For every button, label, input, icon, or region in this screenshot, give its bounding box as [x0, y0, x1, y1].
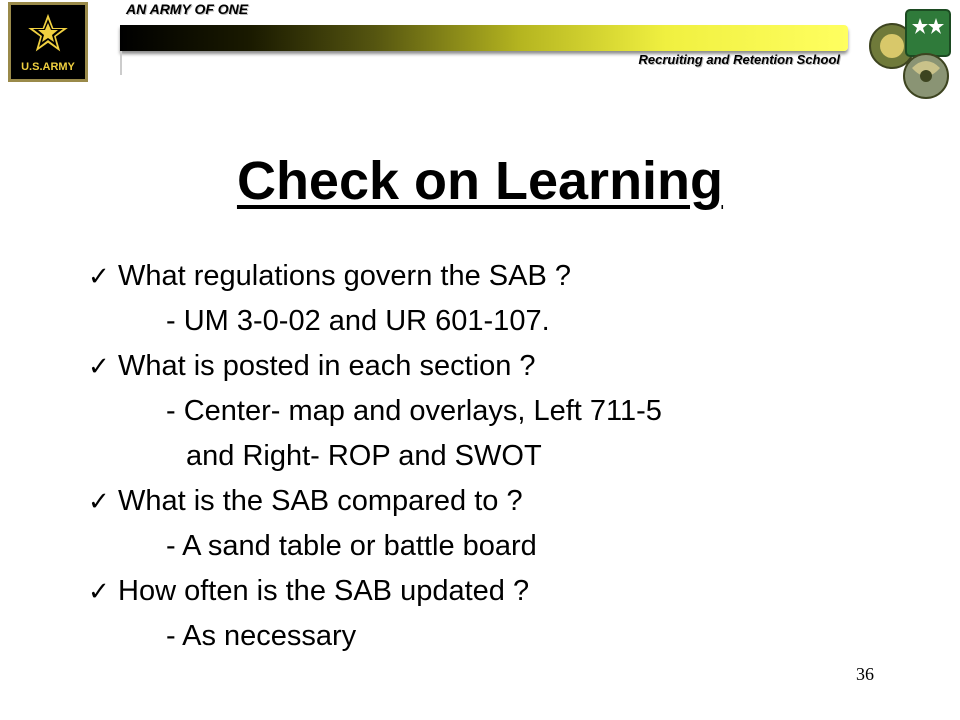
list-item — [88, 569, 888, 614]
header-bar — [120, 25, 848, 51]
question-text: What regulations govern the SAB ? — [118, 260, 571, 292]
page-title: Check on Learning — [236, 151, 724, 211]
header-divider — [120, 51, 122, 75]
list-item — [88, 344, 888, 389]
school-name: Recruiting and Retention School — [638, 52, 840, 67]
answer-text: - As necessary — [166, 620, 357, 652]
army-star-icon — [8, 2, 88, 82]
checkmark-icon: ✓ — [88, 351, 110, 381]
question-text: What is posted in each section ? — [118, 350, 536, 382]
checkmark-icon: ✓ — [88, 576, 110, 606]
logo-text: U.S.ARMY — [21, 61, 75, 73]
answer-text: - Center- map and overlays, Left 711-5 — [166, 395, 662, 427]
question-text: What is the SAB compared to ? — [118, 485, 523, 517]
answer-text: - UM 3-0-02 and UR 601-107. — [166, 305, 550, 337]
unit-crest-icon — [866, 4, 956, 100]
header-tagline: AN ARMY OF ONE — [126, 1, 249, 17]
page-number: 36 — [856, 664, 874, 684]
answer-text: and Right- ROP and SWOT — [186, 440, 542, 472]
list-item — [88, 254, 888, 299]
answer-text: - A sand table or battle board — [166, 530, 537, 562]
question-list — [88, 254, 888, 659]
list-item — [88, 479, 888, 524]
checkmark-icon: ✓ — [88, 486, 110, 516]
question-text: How often is the SAB updated ? — [118, 575, 530, 607]
checkmark-icon: ✓ — [88, 261, 110, 291]
